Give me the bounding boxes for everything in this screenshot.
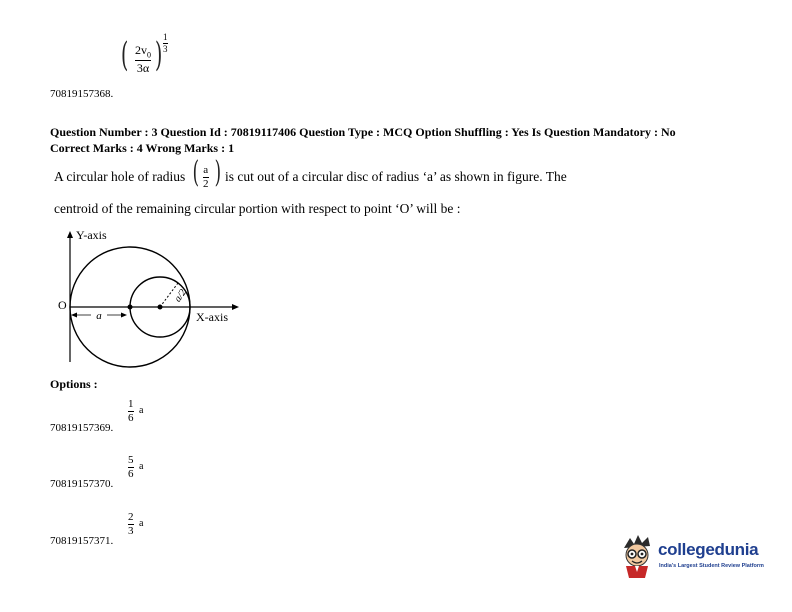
brand-tagline: India's Largest Student Review Platform xyxy=(659,563,764,569)
prev-exponent: 1 3 xyxy=(163,32,168,54)
option-3-id: 70819157371. xyxy=(50,535,114,547)
prev-option-id: 70819157368. xyxy=(50,88,114,100)
question-text-line2: centroid of the remaining circular portion with respect to point ‘O’ will be : xyxy=(54,201,461,216)
x-axis-label: X-axis xyxy=(196,310,228,324)
y-axis-label: Y-axis xyxy=(76,228,107,242)
distance-arrow-left xyxy=(71,313,77,318)
option-2-var: a xyxy=(139,461,144,472)
prev-option-fraction xyxy=(135,44,151,74)
brand-name: collegedunia xyxy=(658,540,759,559)
distance-label: a xyxy=(96,310,102,322)
collegedunia-logo[interactable] xyxy=(618,532,778,582)
option-3-fraction: 2 3 xyxy=(128,511,134,537)
disc-center-dot xyxy=(128,305,133,310)
left-paren: ( xyxy=(120,35,129,75)
origin-label: O xyxy=(58,298,67,312)
option-2-fraction: 5 6 xyxy=(128,454,134,480)
prev-denominator: 3α xyxy=(136,61,150,76)
option-1-id: 70819157369. xyxy=(50,422,114,434)
prev-numerator: $2v_0$ xyxy=(135,43,151,60)
question-header-line2: Correct Marks : 4 Wrong Marks : 1 xyxy=(50,141,235,155)
question-text-part2: is cut out of a circular disc of radius ‘a’ as shown in figure. The xyxy=(225,169,567,184)
distance-arrow-right xyxy=(121,313,127,318)
question-text-part1: A circular hole of radius xyxy=(54,169,186,184)
x-axis-arrow xyxy=(232,304,239,310)
right-paren: ) xyxy=(154,35,163,75)
option-1-fraction: 1 6 xyxy=(128,398,134,424)
radius-fraction: a 2 xyxy=(203,164,209,190)
radius-right-paren: ) xyxy=(214,155,222,190)
options-label: Options : xyxy=(50,377,98,391)
prev-option xyxy=(0,0,792,110)
mascot-icon xyxy=(618,532,658,580)
option-3-var: a xyxy=(139,518,144,529)
question-header-line1: Question Number : 3 Question Id : 70819117406 Question Type : MCQ Option Shuffling : Yes Is Question Mandatory : No xyxy=(50,125,676,139)
radius-left-paren: ( xyxy=(192,155,200,190)
option-1-var: a xyxy=(139,405,144,416)
y-axis-arrow xyxy=(67,231,73,238)
option-2-id: 70819157370. xyxy=(50,478,114,490)
circle-figure xyxy=(50,222,250,372)
radius-label: a/2 xyxy=(172,287,189,305)
